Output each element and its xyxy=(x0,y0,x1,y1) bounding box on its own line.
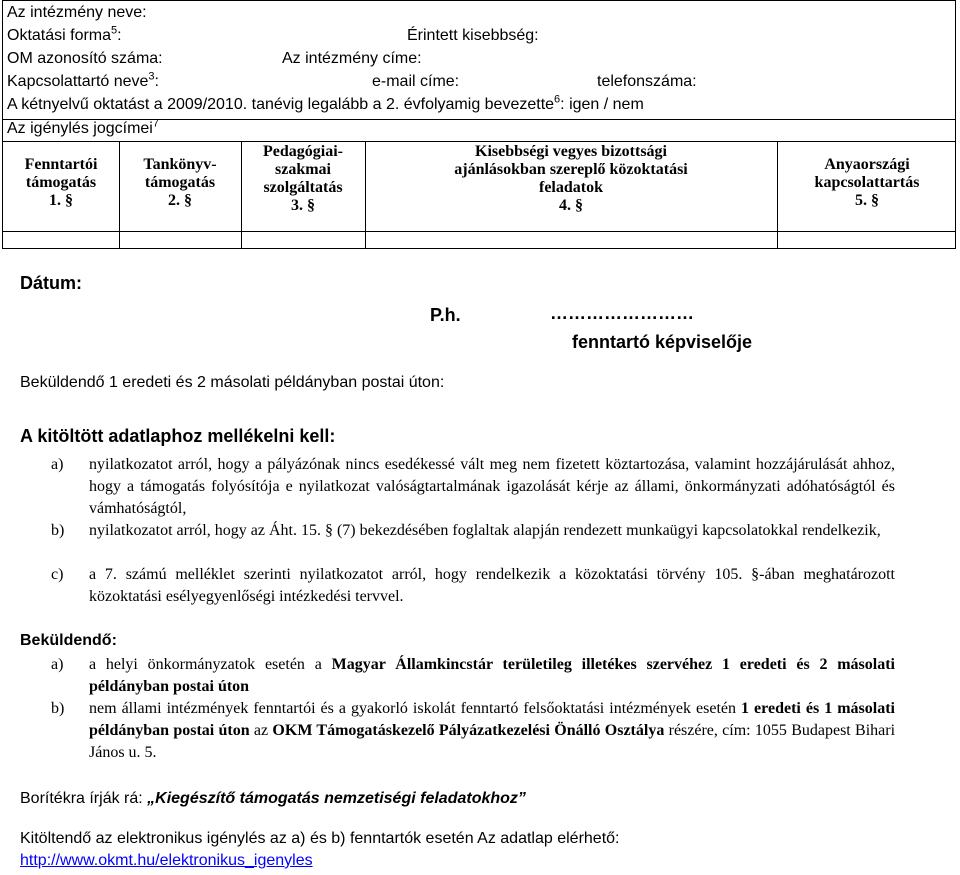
grounds-col-1: Fenntartói támogatás 1. § xyxy=(24,156,98,209)
grounds-col-3: Pedagógiai- szakmai szolgáltatás 3. § xyxy=(263,143,343,214)
institution-header-box xyxy=(2,0,956,249)
attachment-c-text: a 7. számú melléklet szerinti nyilatkozatot arról, hogy rendelkezik a közoktatási törvény 105. §-ában meghatározott közoktatási esélyegyenlőségi intézkedési tervvel. xyxy=(89,566,895,605)
attachment-a-mark: a) xyxy=(51,456,64,473)
om-id-label: OM azonosító száma: xyxy=(7,50,163,67)
date-label: Dátum: xyxy=(20,273,82,293)
online-link-wrap xyxy=(20,850,313,872)
attachments-title: A kitöltött adatlaphoz mellékelni kell: xyxy=(20,426,336,446)
attachment-a-text: nyilatkozatot arról, hogy a pályázónak nincs esedékessé vált meg nem fizetett köztartozása, valamint hozzájárulását ahhoz, hogy a támogatás folyósítója e nyilatkozat valóságtartalmának igazolását kérje az állami, önkormányzati adóhatóságtól és vámhatóságtól, xyxy=(89,456,895,517)
institution-name-label: Az intézmény neve: xyxy=(7,4,147,21)
send-b-mark: b) xyxy=(51,700,65,717)
phone-label: telefonszáma: xyxy=(597,73,697,90)
signature-line: …………………… xyxy=(550,303,694,323)
signatory-label: fenntartó képviselője xyxy=(572,332,753,352)
contact-name-label: Kapcsolattartó neve$^3$: xyxy=(7,70,159,90)
email-label: e-mail címe: xyxy=(372,73,460,90)
send-a-text: a helyi önkormányzatok esetén a Magyar Államkincstár területileg illetékes szervéhez 1 eredeti és 2 másolati példányban postai úton xyxy=(89,656,895,695)
send-a-mark: a) xyxy=(51,656,64,673)
attachment-b-text: nyilatkozatot arról, hogy az Áht. 15. § (7) bekezdésében foglaltak alapján rendezett munkaügyi kapcsolatokkal rendelkezik, xyxy=(89,522,881,539)
send-to-title: Beküldendő: xyxy=(20,632,117,649)
send-b-text: nem állami intézmények fenntartói és a gyakorló iskolát fenntartó felsőoktatási intézmények esetén 1 eredeti és 1 másolati példányban postai úton az OKM Támogatáskezelő Pályázatkezelési Önálló Osztálya részére, cím: 1055 Budapest Bihari János u. 5. xyxy=(89,700,896,761)
grounds-col-5: Anyaországi kapcsolattartás 5. § xyxy=(814,156,920,209)
institution-address-label: Az intézmény címe: xyxy=(282,50,422,67)
grounds-col-2: Tankönyv- támogatás 2. § xyxy=(143,156,217,209)
minority-label: Érintett kisebbség: xyxy=(407,27,539,44)
envelope-note: Borítékra írják rá: „Kiegészítő támogatás nemzetiségi feladatokhoz” xyxy=(20,790,526,807)
online-note: Kitöltendő az elektronikus igénylés az a) és b) fenntartók esetén Az adatlap elérhető: xyxy=(20,830,620,847)
bilingual-education-label: A kétnyelvű oktatást a 2009/2010. tanévig legalább a 2. évfolyamig bevezette$^6$: igen / nem xyxy=(7,93,644,113)
education-form-label: Oktatási forma$^5$: xyxy=(7,24,122,44)
attachment-b-mark: b) xyxy=(51,522,65,539)
claim-grounds-label: Az igénylés jogcímei$^7$ xyxy=(7,117,159,137)
online-form-link[interactable]: http://www.okmt.hu/elektronikus_igenyles xyxy=(20,852,313,869)
grounds-col-4: Kisebbségi vegyes bizottsági ajánlásokban szereplő közoktatási feladatok 4. § xyxy=(454,143,688,214)
attachment-c-mark: c) xyxy=(51,566,64,583)
seal-placeholder: P.h. xyxy=(430,305,461,325)
send-copies-note: Beküldendő 1 eredeti és 2 másolati példányban postai úton: xyxy=(20,374,445,391)
